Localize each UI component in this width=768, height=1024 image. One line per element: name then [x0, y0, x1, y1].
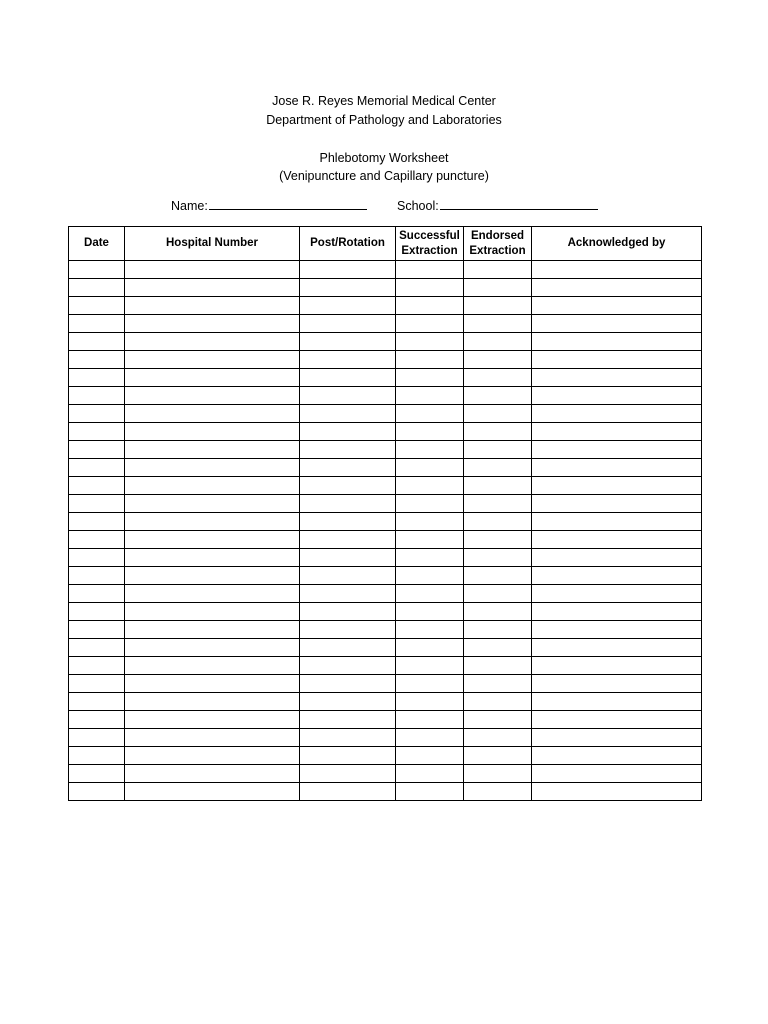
cell-acknowledged-by[interactable] — [532, 369, 702, 387]
cell-acknowledged-by[interactable] — [532, 495, 702, 513]
cell-acknowledged-by[interactable] — [532, 333, 702, 351]
cell-acknowledged-by[interactable] — [532, 567, 702, 585]
cell-date[interactable] — [69, 765, 125, 783]
cell-hospital-number[interactable] — [125, 297, 300, 315]
cell-acknowledged-by[interactable] — [532, 513, 702, 531]
cell-endorsed-extraction[interactable] — [464, 459, 532, 477]
cell-post-rotation[interactable] — [300, 261, 396, 279]
column-header-post-rotation: Post/Rotation — [300, 227, 396, 261]
cell-post-rotation[interactable] — [300, 351, 396, 369]
cell-hospital-number[interactable] — [125, 423, 300, 441]
cell-post-rotation[interactable] — [300, 531, 396, 549]
cell-successful-extraction[interactable] — [396, 783, 464, 801]
cell-acknowledged-by[interactable] — [532, 405, 702, 423]
cell-acknowledged-by[interactable] — [532, 711, 702, 729]
cell-endorsed-extraction[interactable] — [464, 711, 532, 729]
cell-successful-extraction[interactable] — [396, 747, 464, 765]
cell-date[interactable] — [69, 693, 125, 711]
cell-endorsed-extraction[interactable] — [464, 369, 532, 387]
cell-post-rotation[interactable] — [300, 495, 396, 513]
table-row — [69, 405, 702, 423]
cell-post-rotation[interactable] — [300, 783, 396, 801]
cell-endorsed-extraction[interactable] — [464, 567, 532, 585]
cell-date[interactable] — [69, 459, 125, 477]
cell-acknowledged-by[interactable] — [532, 585, 702, 603]
cell-endorsed-extraction[interactable] — [464, 405, 532, 423]
department-name: Department of Pathology and Laboratories — [266, 113, 502, 127]
cell-successful-extraction[interactable] — [396, 279, 464, 297]
table-row — [69, 513, 702, 531]
cell-successful-extraction[interactable] — [396, 639, 464, 657]
name-field[interactable] — [171, 197, 367, 214]
table-row — [69, 603, 702, 621]
cell-date[interactable] — [69, 747, 125, 765]
cell-post-rotation[interactable] — [300, 477, 396, 495]
cell-successful-extraction[interactable] — [396, 459, 464, 477]
cell-acknowledged-by[interactable] — [532, 459, 702, 477]
cell-endorsed-extraction[interactable] — [464, 639, 532, 657]
cell-hospital-number[interactable] — [125, 711, 300, 729]
cell-post-rotation[interactable] — [300, 279, 396, 297]
cell-acknowledged-by[interactable] — [532, 279, 702, 297]
cell-date[interactable] — [69, 513, 125, 531]
cell-endorsed-extraction[interactable] — [464, 387, 532, 405]
cell-hospital-number[interactable] — [125, 621, 300, 639]
cell-post-rotation[interactable] — [300, 585, 396, 603]
cell-successful-extraction[interactable] — [396, 261, 464, 279]
cell-endorsed-extraction[interactable] — [464, 729, 532, 747]
cell-date[interactable] — [69, 621, 125, 639]
cell-acknowledged-by[interactable] — [532, 315, 702, 333]
cell-successful-extraction[interactable] — [396, 513, 464, 531]
cell-date[interactable] — [69, 531, 125, 549]
table-row — [69, 495, 702, 513]
cell-successful-extraction[interactable] — [396, 585, 464, 603]
cell-date[interactable] — [69, 783, 125, 801]
table-row — [69, 369, 702, 387]
cell-endorsed-extraction[interactable] — [464, 513, 532, 531]
cell-post-rotation[interactable] — [300, 387, 396, 405]
cell-acknowledged-by[interactable] — [532, 351, 702, 369]
cell-acknowledged-by[interactable] — [532, 639, 702, 657]
cell-successful-extraction[interactable] — [396, 603, 464, 621]
cell-date[interactable] — [69, 261, 125, 279]
cell-hospital-number[interactable] — [125, 351, 300, 369]
worksheet-title: Phlebotomy Worksheet — [319, 151, 449, 165]
cell-endorsed-extraction[interactable] — [464, 603, 532, 621]
cell-endorsed-extraction[interactable] — [464, 621, 532, 639]
cell-acknowledged-by[interactable] — [532, 549, 702, 567]
cell-post-rotation[interactable] — [300, 513, 396, 531]
cell-post-rotation[interactable] — [300, 729, 396, 747]
cell-acknowledged-by[interactable] — [532, 657, 702, 675]
cell-endorsed-extraction[interactable] — [464, 261, 532, 279]
cell-hospital-number[interactable] — [125, 657, 300, 675]
cell-successful-extraction[interactable] — [396, 297, 464, 315]
table-row — [69, 459, 702, 477]
cell-hospital-number[interactable] — [125, 765, 300, 783]
cell-date[interactable] — [69, 729, 125, 747]
cell-successful-extraction[interactable] — [396, 423, 464, 441]
table-row — [69, 675, 702, 693]
column-header-date: Date — [69, 227, 125, 261]
cell-date[interactable] — [69, 315, 125, 333]
cell-hospital-number[interactable] — [125, 693, 300, 711]
cell-endorsed-extraction[interactable] — [464, 477, 532, 495]
cell-successful-extraction[interactable] — [396, 315, 464, 333]
cell-date[interactable] — [69, 297, 125, 315]
cell-post-rotation[interactable] — [300, 333, 396, 351]
cell-hospital-number[interactable] — [125, 585, 300, 603]
cell-date[interactable] — [69, 351, 125, 369]
table-row — [69, 387, 702, 405]
cell-date[interactable] — [69, 711, 125, 729]
table-row — [69, 531, 702, 549]
school-blank-line[interactable] — [440, 197, 598, 210]
cell-post-rotation[interactable] — [300, 747, 396, 765]
cell-endorsed-extraction[interactable] — [464, 297, 532, 315]
cell-successful-extraction[interactable] — [396, 693, 464, 711]
cell-hospital-number[interactable] — [125, 549, 300, 567]
table-row — [69, 657, 702, 675]
cell-acknowledged-by[interactable] — [532, 675, 702, 693]
cell-hospital-number[interactable] — [125, 531, 300, 549]
cell-endorsed-extraction[interactable] — [464, 783, 532, 801]
worksheet-table — [68, 226, 702, 801]
cell-successful-extraction[interactable] — [396, 729, 464, 747]
cell-date[interactable] — [69, 549, 125, 567]
cell-date[interactable] — [69, 603, 125, 621]
cell-date[interactable] — [69, 387, 125, 405]
cell-successful-extraction[interactable] — [396, 675, 464, 693]
school-field[interactable] — [397, 197, 598, 214]
cell-post-rotation[interactable] — [300, 441, 396, 459]
cell-successful-extraction[interactable] — [396, 657, 464, 675]
column-header-successful-extraction: Successful Extraction — [396, 227, 464, 261]
cell-acknowledged-by[interactable] — [532, 765, 702, 783]
cell-hospital-number[interactable] — [125, 459, 300, 477]
cell-post-rotation[interactable] — [300, 369, 396, 387]
cell-post-rotation[interactable] — [300, 765, 396, 783]
table-row — [69, 315, 702, 333]
cell-hospital-number[interactable] — [125, 387, 300, 405]
school-label: School: — [397, 199, 439, 213]
table-row — [69, 477, 702, 495]
cell-successful-extraction[interactable] — [396, 441, 464, 459]
table-row — [69, 711, 702, 729]
cell-hospital-number[interactable] — [125, 477, 300, 495]
cell-endorsed-extraction[interactable] — [464, 351, 532, 369]
institution-name: Jose R. Reyes Memorial Medical Center — [272, 94, 496, 108]
cell-date[interactable] — [69, 585, 125, 603]
table-body — [69, 261, 702, 801]
cell-date[interactable] — [69, 279, 125, 297]
cell-hospital-number[interactable] — [125, 261, 300, 279]
cell-successful-extraction[interactable] — [396, 387, 464, 405]
cell-acknowledged-by[interactable] — [532, 621, 702, 639]
cell-successful-extraction[interactable] — [396, 567, 464, 585]
cell-date[interactable] — [69, 405, 125, 423]
table-row — [69, 747, 702, 765]
cell-successful-extraction[interactable] — [396, 549, 464, 567]
cell-date[interactable] — [69, 639, 125, 657]
cell-acknowledged-by[interactable] — [532, 387, 702, 405]
cell-hospital-number[interactable] — [125, 369, 300, 387]
cell-hospital-number[interactable] — [125, 441, 300, 459]
cell-date[interactable] — [69, 369, 125, 387]
cell-successful-extraction[interactable] — [396, 711, 464, 729]
cell-endorsed-extraction[interactable] — [464, 747, 532, 765]
table-row — [69, 639, 702, 657]
name-label: Name: — [171, 199, 208, 213]
table-row — [69, 765, 702, 783]
cell-endorsed-extraction[interactable] — [464, 675, 532, 693]
cell-post-rotation[interactable] — [300, 639, 396, 657]
cell-successful-extraction[interactable] — [396, 495, 464, 513]
cell-successful-extraction[interactable] — [396, 531, 464, 549]
worksheet-subtitle: (Venipuncture and Capillary puncture) — [279, 169, 489, 183]
table-row — [69, 351, 702, 369]
cell-acknowledged-by[interactable] — [532, 783, 702, 801]
cell-successful-extraction[interactable] — [396, 333, 464, 351]
cell-endorsed-extraction[interactable] — [464, 333, 532, 351]
cell-post-rotation[interactable] — [300, 603, 396, 621]
cell-hospital-number[interactable] — [125, 603, 300, 621]
cell-post-rotation[interactable] — [300, 675, 396, 693]
cell-successful-extraction[interactable] — [396, 351, 464, 369]
cell-date[interactable] — [69, 441, 125, 459]
cell-acknowledged-by[interactable] — [532, 603, 702, 621]
cell-acknowledged-by[interactable] — [532, 747, 702, 765]
column-header-hospital-number: Hospital Number — [125, 227, 300, 261]
cell-hospital-number[interactable] — [125, 675, 300, 693]
cell-acknowledged-by[interactable] — [532, 477, 702, 495]
cell-post-rotation[interactable] — [300, 657, 396, 675]
cell-hospital-number[interactable] — [125, 333, 300, 351]
cell-acknowledged-by[interactable] — [532, 729, 702, 747]
cell-endorsed-extraction[interactable] — [464, 531, 532, 549]
name-blank-line[interactable] — [209, 197, 367, 210]
cell-hospital-number[interactable] — [125, 783, 300, 801]
cell-post-rotation[interactable] — [300, 621, 396, 639]
cell-successful-extraction[interactable] — [396, 765, 464, 783]
cell-post-rotation[interactable] — [300, 567, 396, 585]
cell-endorsed-extraction[interactable] — [464, 549, 532, 567]
cell-endorsed-extraction[interactable] — [464, 441, 532, 459]
cell-post-rotation[interactable] — [300, 405, 396, 423]
cell-hospital-number[interactable] — [125, 639, 300, 657]
cell-endorsed-extraction[interactable] — [464, 423, 532, 441]
cell-date[interactable] — [69, 495, 125, 513]
table-header-row — [69, 227, 702, 261]
cell-hospital-number[interactable] — [125, 405, 300, 423]
cell-acknowledged-by[interactable] — [532, 297, 702, 315]
table-row — [69, 693, 702, 711]
column-header-acknowledged-by: Acknowledged by — [532, 227, 702, 261]
cell-successful-extraction[interactable] — [396, 621, 464, 639]
table-row — [69, 441, 702, 459]
cell-hospital-number[interactable] — [125, 315, 300, 333]
cell-acknowledged-by[interactable] — [532, 441, 702, 459]
table-row — [69, 567, 702, 585]
cell-successful-extraction[interactable] — [396, 369, 464, 387]
table-row — [69, 621, 702, 639]
cell-post-rotation[interactable] — [300, 711, 396, 729]
cell-endorsed-extraction[interactable] — [464, 765, 532, 783]
table-row — [69, 585, 702, 603]
cell-post-rotation[interactable] — [300, 297, 396, 315]
cell-hospital-number[interactable] — [125, 495, 300, 513]
cell-endorsed-extraction[interactable] — [464, 657, 532, 675]
cell-post-rotation[interactable] — [300, 315, 396, 333]
cell-date[interactable] — [69, 423, 125, 441]
table-row — [69, 729, 702, 747]
cell-hospital-number[interactable] — [125, 513, 300, 531]
cell-successful-extraction[interactable] — [396, 405, 464, 423]
cell-date[interactable] — [69, 333, 125, 351]
table-row — [69, 261, 702, 279]
cell-date[interactable] — [69, 477, 125, 495]
table-row — [69, 297, 702, 315]
cell-hospital-number[interactable] — [125, 747, 300, 765]
table-row — [69, 279, 702, 297]
cell-endorsed-extraction[interactable] — [464, 495, 532, 513]
cell-acknowledged-by[interactable] — [532, 261, 702, 279]
cell-endorsed-extraction[interactable] — [464, 585, 532, 603]
cell-endorsed-extraction[interactable] — [464, 279, 532, 297]
table-row — [69, 783, 702, 801]
cell-endorsed-extraction[interactable] — [464, 315, 532, 333]
cell-hospital-number[interactable] — [125, 279, 300, 297]
cell-hospital-number[interactable] — [125, 567, 300, 585]
cell-endorsed-extraction[interactable] — [464, 693, 532, 711]
column-header-endorsed-extraction: Endorsed Extraction — [464, 227, 532, 261]
table-row — [69, 549, 702, 567]
cell-successful-extraction[interactable] — [396, 477, 464, 495]
cell-date[interactable] — [69, 657, 125, 675]
cell-post-rotation[interactable] — [300, 459, 396, 477]
cell-hospital-number[interactable] — [125, 729, 300, 747]
cell-date[interactable] — [69, 675, 125, 693]
cell-post-rotation[interactable] — [300, 693, 396, 711]
table-row — [69, 333, 702, 351]
table-row — [69, 423, 702, 441]
cell-post-rotation[interactable] — [300, 423, 396, 441]
cell-acknowledged-by[interactable] — [532, 693, 702, 711]
cell-post-rotation[interactable] — [300, 549, 396, 567]
cell-acknowledged-by[interactable] — [532, 531, 702, 549]
cell-date[interactable] — [69, 567, 125, 585]
cell-acknowledged-by[interactable] — [532, 423, 702, 441]
